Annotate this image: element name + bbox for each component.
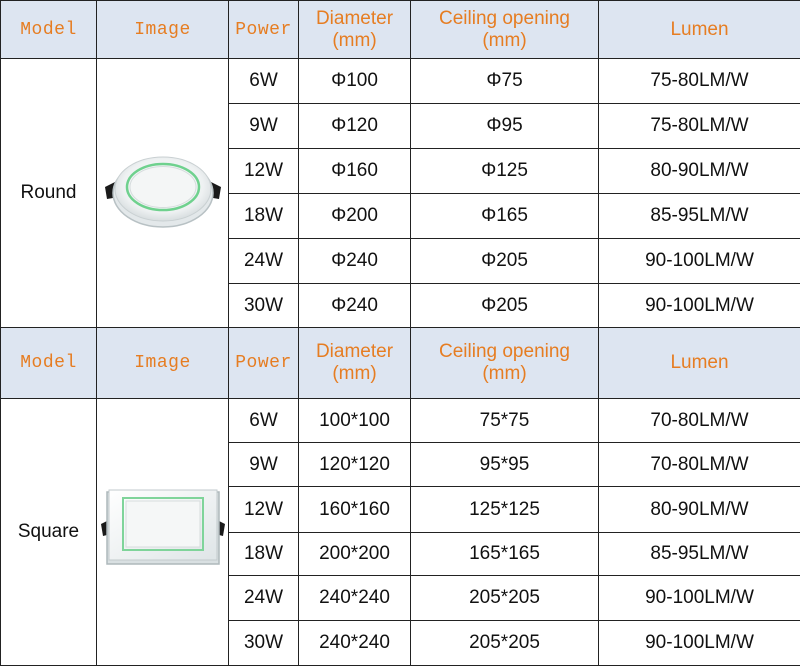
model-square: Square	[1, 399, 97, 666]
header-model: Model	[1, 328, 97, 399]
header-opening	[411, 1, 599, 59]
model-round: Round	[1, 59, 97, 328]
lumen-cell: 90-100LM/W	[599, 239, 800, 284]
power-cell: 24W	[229, 239, 299, 284]
diameter-cell: 200*200	[299, 533, 411, 576]
power-cell: 9W	[229, 104, 299, 149]
table-row	[1, 59, 800, 104]
opening-cell: 125*125	[411, 487, 599, 533]
lumen-cell: 85-95LM/W	[599, 194, 800, 239]
diameter-cell: Φ100	[299, 59, 411, 104]
opening-cell: Φ165	[411, 194, 599, 239]
power-cell: 12W	[229, 487, 299, 533]
header-opening	[411, 328, 599, 399]
diameter-cell: 120*120	[299, 443, 411, 487]
diameter-cell: 240*240	[299, 576, 411, 621]
header-opening-line1: Ceiling opening	[439, 7, 570, 29]
diameter-cell: Φ240	[299, 284, 411, 328]
diameter-cell: Φ120	[299, 104, 411, 149]
lumen-cell: 90-100LM/W	[599, 576, 800, 621]
power-cell: 9W	[229, 443, 299, 487]
header-diameter	[299, 328, 411, 399]
opening-cell: Φ75	[411, 59, 599, 104]
header-opening-line1: Ceiling opening	[439, 341, 570, 362]
header-model: Model	[1, 1, 97, 59]
lumen-cell: 85-95LM/W	[599, 533, 800, 576]
square-panel-light-image	[97, 399, 229, 666]
opening-cell: Φ95	[411, 104, 599, 149]
round-light-illustration	[99, 135, 227, 245]
power-cell: 30W	[229, 284, 299, 328]
header-opening-line2: (mm)	[482, 363, 527, 384]
opening-cell: 205*205	[411, 621, 599, 666]
lumen-cell: 90-100LM/W	[599, 621, 800, 666]
header-image: Image	[97, 328, 229, 399]
header-diameter-line2: (mm)	[332, 363, 377, 384]
lumen-cell: 80-90LM/W	[599, 149, 800, 194]
power-cell: 24W	[229, 576, 299, 621]
power-cell: 12W	[229, 149, 299, 194]
power-cell: 6W	[229, 399, 299, 443]
header-lumen: Lumen	[599, 1, 800, 59]
opening-cell: Φ205	[411, 284, 599, 328]
diameter-cell: Φ240	[299, 239, 411, 284]
table-row	[1, 399, 800, 443]
header-row-square	[1, 328, 800, 399]
diameter-cell: 160*160	[299, 487, 411, 533]
lumen-cell: 70-80LM/W	[599, 443, 800, 487]
diameter-cell: 100*100	[299, 399, 411, 443]
header-diameter-line1: Diameter	[315, 341, 394, 362]
power-cell: 18W	[229, 194, 299, 239]
opening-cell: 95*95	[411, 443, 599, 487]
header-opening-line2: (mm)	[482, 29, 527, 51]
header-image: Image	[97, 1, 229, 59]
lumen-cell: 70-80LM/W	[599, 399, 800, 443]
opening-cell: 165*165	[411, 533, 599, 576]
round-panel-light-image	[97, 59, 229, 328]
lumen-cell: 80-90LM/W	[599, 487, 800, 533]
lumen-cell: 75-80LM/W	[599, 59, 800, 104]
opening-cell: Φ125	[411, 149, 599, 194]
header-lumen: Lumen	[599, 328, 800, 399]
opening-cell: Φ205	[411, 239, 599, 284]
header-power: Power	[229, 1, 299, 59]
diameter-cell: Φ200	[299, 194, 411, 239]
opening-cell: 75*75	[411, 399, 599, 443]
diameter-cell: Φ160	[299, 149, 411, 194]
header-row-round	[1, 1, 800, 59]
opening-cell: 205*205	[411, 576, 599, 621]
lumen-cell: 75-80LM/W	[599, 104, 800, 149]
header-power: Power	[229, 328, 299, 399]
header-diameter	[299, 1, 411, 59]
header-diameter-line2: (mm)	[332, 29, 377, 51]
power-cell: 18W	[229, 533, 299, 576]
lumen-cell: 90-100LM/W	[599, 284, 800, 328]
power-cell: 6W	[229, 59, 299, 104]
square-light-illustration	[99, 484, 227, 574]
power-cell: 30W	[229, 621, 299, 666]
header-diameter-line1: Diameter	[315, 7, 394, 29]
diameter-cell: 240*240	[299, 621, 411, 666]
